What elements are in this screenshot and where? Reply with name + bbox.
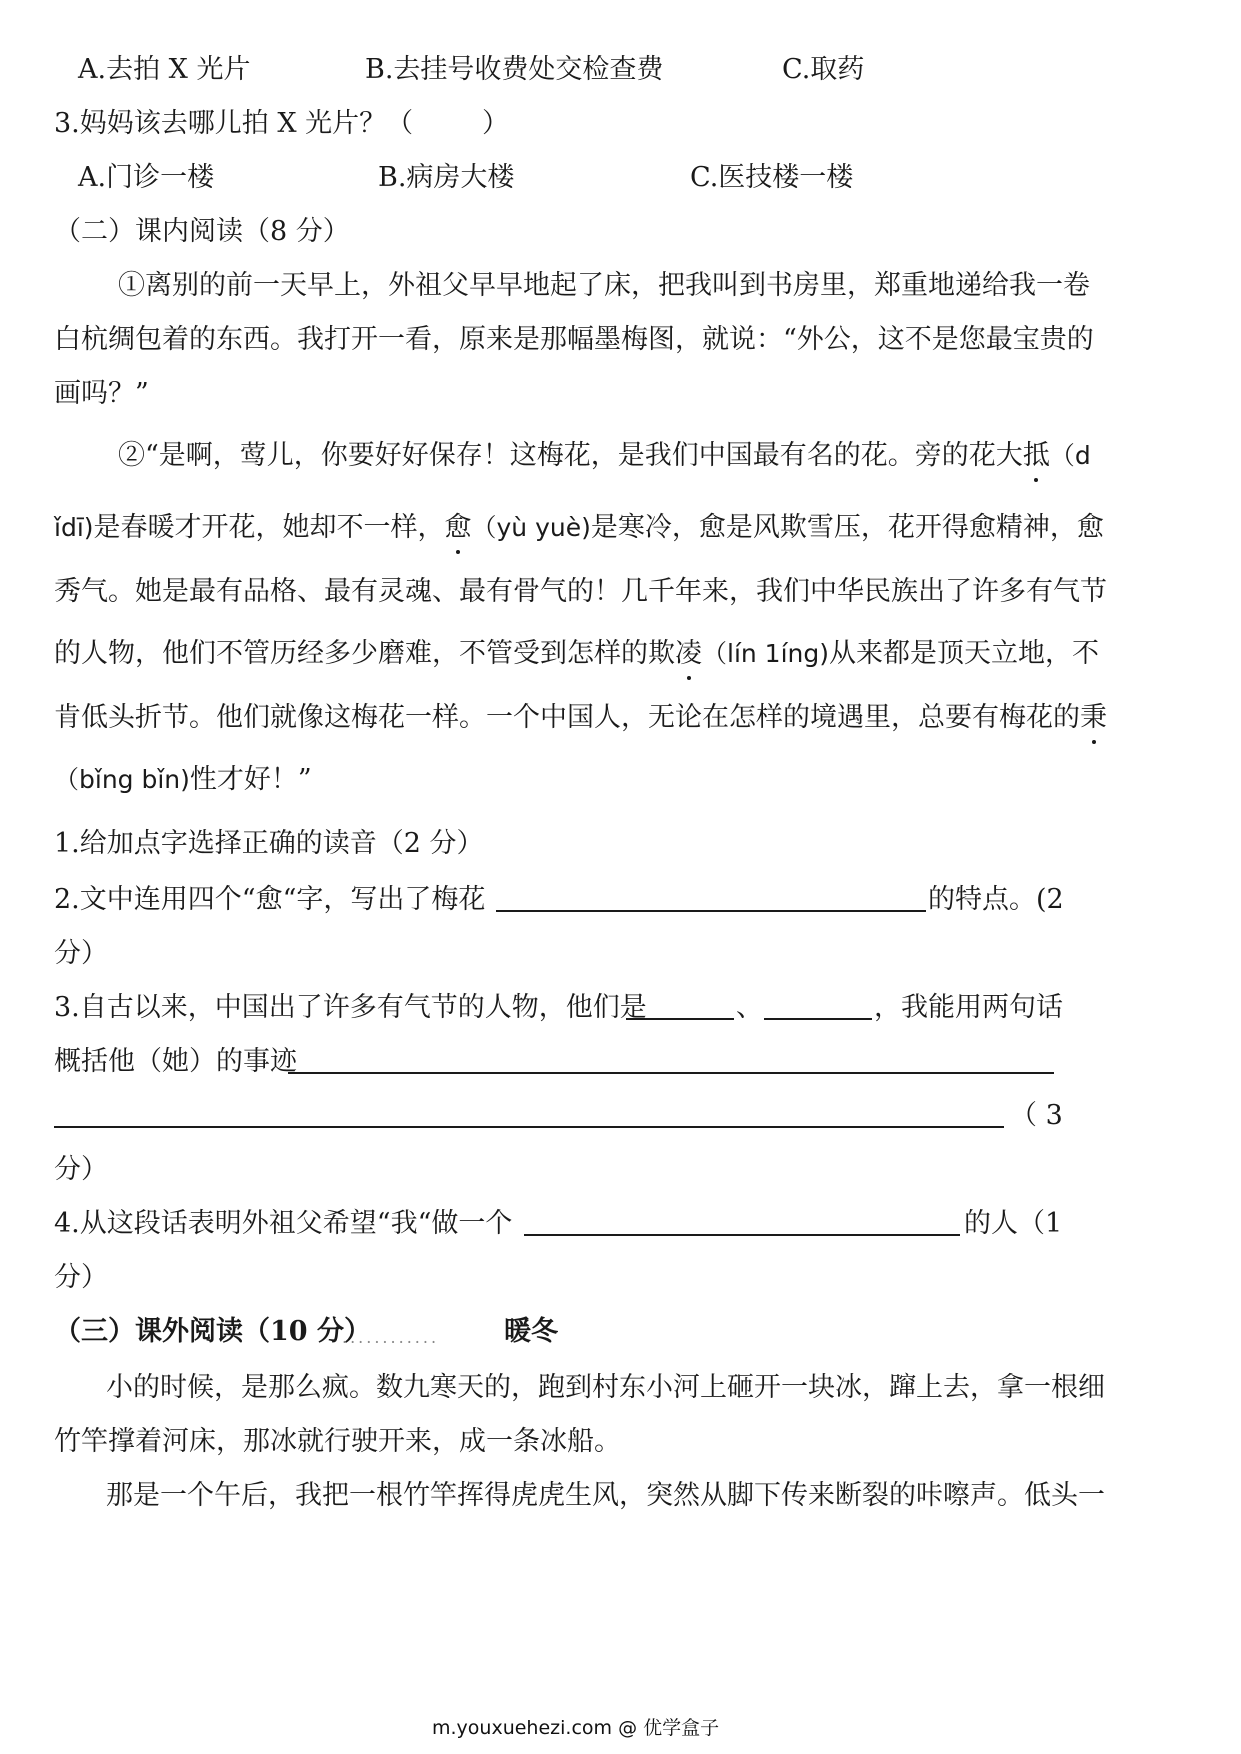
q3-option-a: A.门诊一楼 [78, 162, 215, 193]
p2-line1-text: ②“是啊，莺儿，你要好好保存！这梅花，是我们中国最有名的花。旁的花大 [118, 440, 1023, 471]
pinyin-yu: （yù yuè) [471, 513, 591, 542]
section2-q2-tail2: 分） [54, 938, 108, 969]
section2-q4-tail: 的人（1 [964, 1208, 1063, 1239]
p2-line4-text-b: 从来都是顶天立地，不 [829, 638, 1100, 669]
dotted-char-di: 抵 [1023, 438, 1050, 474]
section2-q2-text: 2.文中连用四个“愈“字，写出了梅花 [54, 884, 486, 915]
section2-p1-line2: 白杭绸包着的东西。我打开一看，原来是那幅墨梅图，就说：“外公，这不是您最宝贵的 [54, 324, 1094, 355]
section2-p2-line3: 秀气。她是最有品格、最有灵魂、最有骨气的！几千年来，我们中华民族出了许多有气节 [54, 576, 1107, 607]
p2-line4-text-a: 的人物，他们不管历经多少磨难，不管受到怎样的欺 [54, 638, 675, 669]
section2-p2-line4 [54, 636, 1099, 672]
section2-q3-text-b: ，我能用两句话 [874, 992, 1063, 1023]
p2-line2-text-a: 是春暖才开花，她却不一样， [93, 512, 445, 543]
section3-p1-line1: 小的时候，是那么疯。数九寒天的，跑到村东小河上砸开一块冰，蹿上去，拿一根细 [106, 1372, 1105, 1403]
section2-p2-line1 [118, 438, 1091, 474]
section2-p2-line6 [54, 762, 312, 798]
q3-option-c: C.医技楼一楼 [690, 162, 854, 193]
section3-title: （三）课外阅读（10 分） [54, 1316, 371, 1347]
q1-option-a: A.去拍 X 光片 [78, 54, 251, 85]
pinyin-di-start: （d [1049, 441, 1091, 470]
p2-line6-text: 性才好！” [189, 764, 312, 795]
q2-answer-blank[interactable] [496, 884, 926, 912]
section2-p1-line3: 画吗？” [54, 378, 149, 409]
section3-dots: ............ [342, 1328, 440, 1347]
section3-story-title: 暖冬 [504, 1316, 558, 1347]
p2-line2-text-b: 是寒冷，愈是风欺雪压，花开得愈精神，愈 [590, 512, 1104, 543]
section2-p1-line1: ①离别的前一天早上，外祖父早早地起了床，把我叫到书房里，郑重地递给我一卷 [118, 270, 1090, 301]
q1-option-b: B.去挂号收费处交检查费 [365, 54, 664, 85]
q3-question: 3.妈妈该去哪儿拍 X 光片？（ [54, 108, 414, 139]
section2-q3-score: （ 3 [1010, 1100, 1063, 1131]
q3-answer-blank-2[interactable] [764, 992, 872, 1020]
q3-option-b: B.病房大楼 [378, 162, 515, 193]
section2-p2-line5 [54, 700, 1107, 736]
q3-answer-blank-4[interactable] [54, 1100, 1004, 1128]
section2-title: （二）课内阅读（8 分） [54, 216, 350, 247]
section2-q3-text: 3.自古以来，中国出了许多有气节的人物，他们是 [54, 992, 647, 1023]
p2-line5-text: 肯低头折节。他们就像这梅花一样。一个中国人，无论在怎样的境遇里，总要有梅花的 [54, 702, 1080, 733]
pinyin-bing: （bǐng bǐn) [54, 765, 190, 794]
section2-q4-text: 4.从这段话表明外祖父希望“我“做一个 [54, 1208, 513, 1239]
section3-p1-line2: 竹竿撑着河床，那冰就行驶开来，成一条冰船。 [54, 1426, 621, 1457]
q3-answer-blank-3[interactable] [288, 1046, 1054, 1074]
section2-p2-line2 [54, 510, 1104, 546]
q3-separator: 、 [736, 992, 763, 1023]
pinyin-ling: （lín 1íng) [702, 639, 830, 668]
q3-close-paren: ） [482, 108, 509, 139]
pinyin-di-end: ǐdī) [54, 513, 94, 542]
section2-q1: 1.给加点字选择正确的读音（2 分） [54, 828, 484, 859]
section2-q3-score-tail: 分） [54, 1154, 108, 1185]
section2-q3-text-c: 概括他（她）的事迹 [54, 1046, 297, 1077]
dotted-char-ling: 凌 [675, 636, 702, 672]
q4-answer-blank[interactable] [524, 1208, 960, 1236]
dotted-char-yu: 愈 [445, 510, 472, 546]
section3-p2-line1: 那是一个午后，我把一根竹竿挥得虎虎生风，突然从脚下传来断裂的咔嚓声。低头一 [106, 1480, 1105, 1511]
q1-option-c: C.取药 [782, 54, 865, 85]
section2-q4-tail2: 分） [54, 1262, 108, 1293]
section2-q2-tail: 的特点。(2 [928, 884, 1064, 915]
q3-answer-blank-1[interactable] [626, 992, 734, 1020]
dotted-char-bing: 秉 [1080, 700, 1107, 736]
footer-watermark: m.youxuehezi.com @ 优学盒子 [432, 1717, 720, 1739]
